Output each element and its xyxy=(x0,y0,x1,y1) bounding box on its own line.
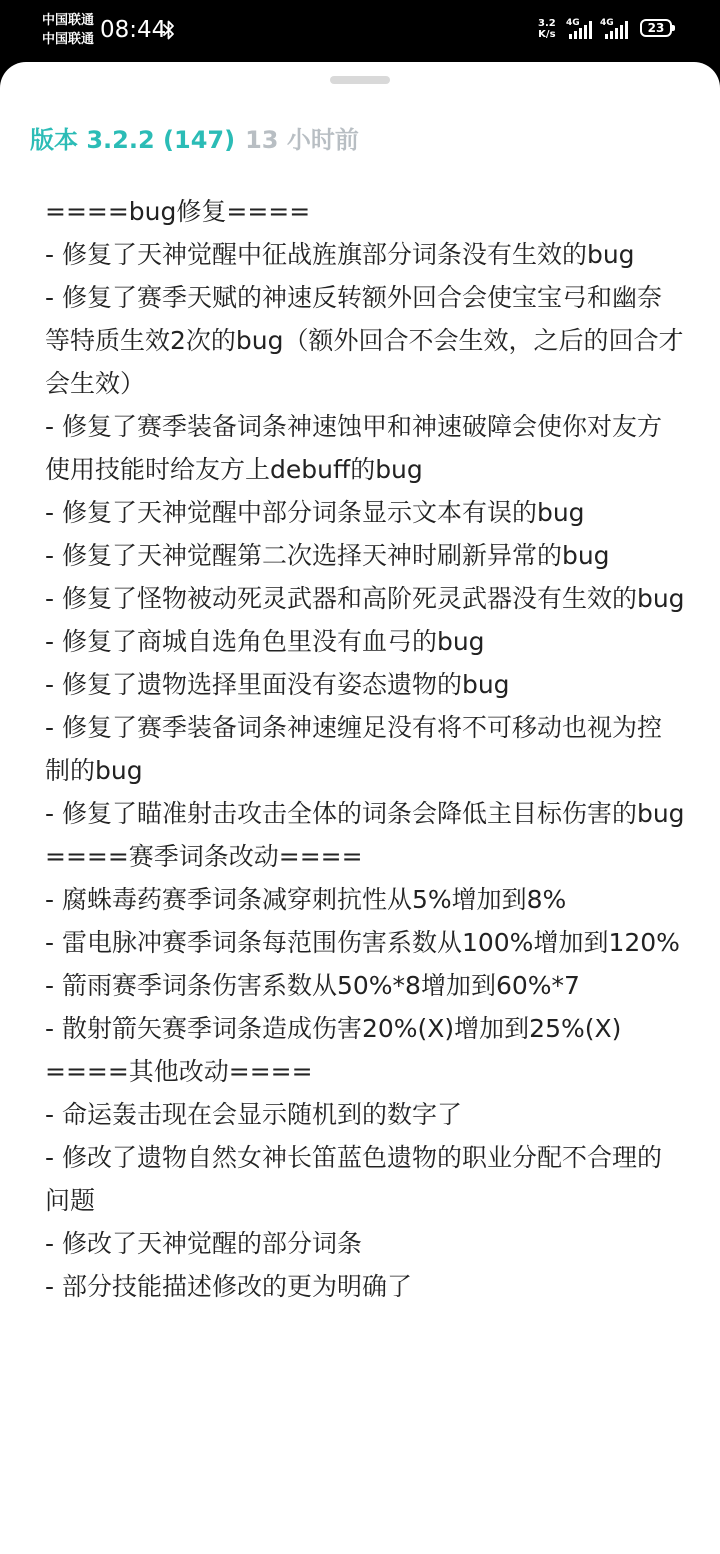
drag-handle[interactable] xyxy=(330,76,390,84)
note-line: - 修复了赛季天赋的神速反转额外回合会使宝宝弓和幽奈等特质生效2次的bug（额外回合不会生效，之后的回合才会生效） xyxy=(45,283,684,398)
note-line: - 修复了赛季装备词条神速缠足没有将不可移动也视为控制的bug xyxy=(45,713,662,785)
status-bar xyxy=(0,0,720,60)
note-line: - 腐蛛毒药赛季词条减穿刺抗性从5%增加到8% xyxy=(45,885,567,914)
battery-icon: 23 xyxy=(640,19,672,37)
note-line: - 雷电脉冲赛季词条每范围伤害系数从100%增加到120% xyxy=(45,928,680,957)
note-line: - 箭雨赛季词条伤害系数从50%*8增加到60%*7 xyxy=(45,971,580,1000)
note-line: - 修复了遗物选择里面没有姿态遗物的bug xyxy=(45,670,510,699)
carrier-names xyxy=(42,11,94,49)
network-speed xyxy=(538,18,556,40)
version-header xyxy=(30,124,359,156)
carrier-1: 中国联通 xyxy=(42,13,95,28)
note-line: - 命运轰击现在会显示随机到的数字了 xyxy=(45,1100,462,1129)
release-notes-sheet xyxy=(0,62,720,1554)
note-line: - 修复了天神觉醒中部分词条显示文本有误的bug xyxy=(45,498,585,527)
time-ago-label: 13 小时前 xyxy=(245,126,359,154)
note-line: ====其他改动==== xyxy=(45,1057,313,1086)
signal-1-label: 4G xyxy=(566,18,580,28)
note-line: - 修复了天神觉醒第二次选择天神时刷新异常的bug xyxy=(45,541,610,570)
note-line: - 修复了商城自选角色里没有血弓的bug xyxy=(45,627,485,656)
signal-2-label: 4G xyxy=(600,18,614,28)
note-line: ====赛季词条改动==== xyxy=(45,842,363,871)
note-line: ====bug修复==== xyxy=(45,197,311,226)
network-speed-unit: K/s xyxy=(538,29,556,40)
network-speed-value: 3.2 xyxy=(538,18,556,29)
signal-icon-2 xyxy=(600,19,636,39)
note-line: - 部分技能描述修改的更为明确了 xyxy=(45,1272,412,1301)
note-line: - 修复了瞄准射击攻击全体的词条会降低主目标伤害的bug xyxy=(45,799,685,828)
carrier-2: 中国联通 xyxy=(42,32,95,47)
note-line: - 修复了怪物被动死灵武器和高阶死灵武器没有生效的bug xyxy=(45,584,685,613)
note-line: - 修复了赛季装备词条神速蚀甲和神速破障会使你对友方使用技能时给友方上debuff的bug xyxy=(45,412,662,484)
note-line: - 修改了遗物自然女神长笛蓝色遗物的职业分配不合理的问题 xyxy=(45,1143,662,1215)
note-line: - 修复了天神觉醒中征战旌旗部分词条没有生效的bug xyxy=(45,240,635,269)
note-line: - 修改了天神觉醒的部分词条 xyxy=(45,1229,362,1258)
clock: 08:44 xyxy=(100,17,167,43)
version-label: 版本 3.2.2 (147) xyxy=(30,126,236,154)
signal-icon-1 xyxy=(566,19,594,39)
bluetooth-icon xyxy=(162,19,176,41)
release-notes-list xyxy=(45,190,685,1308)
note-line: - 散射箭矢赛季词条造成伤害20%(X)增加到25%(X) xyxy=(45,1014,622,1043)
